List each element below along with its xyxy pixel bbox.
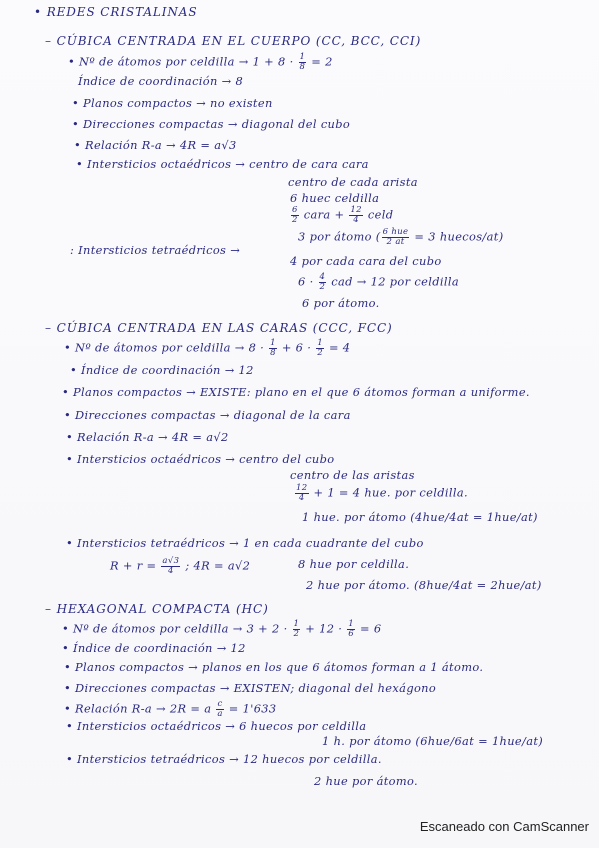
section-1-heading: – CÚBICA CENTRADA EN EL CUERPO (CC, BCC, CCI) [45, 34, 422, 48]
s2-tetra-count-line: 8 hue por celdilla. [298, 557, 410, 571]
s2-octa-line: centro de las aristas [290, 468, 415, 482]
s1-tetra-count-line: 6 · $\frac{4}{2}$ cad → 12 por celdilla [298, 272, 459, 292]
s1-octa-count-line: $\frac{6}{2}$ cara + $\frac{12}{4}$ celd [292, 205, 394, 225]
s3-atoms-line: • Nº de átomos por celdilla → 3 + 2 · $\frac{1}{2}$ + 12 · $\frac{1}{6}$ = 6 [62, 619, 382, 639]
s2-tetra-line: • Intersticios tetraédricos → 1 en cada cuadrante del cubo [66, 536, 424, 550]
s2-tetra-per-atom-line: 2 hue por átomo. (8hue/4at = 2hue/at) [306, 578, 542, 592]
s1-octa-per-atom-line: 3 por átomo ( $\frac{\text{6 hue}}{2 at}$ = 3 huecos/at) [298, 227, 504, 247]
s2-tetra-relation-line: R + r = $\frac{a√3}{4}$ ; 4R = a√2 [110, 556, 251, 576]
s1-coord-line: Índice de coordinación → 8 [78, 74, 244, 88]
scanner-watermark: Escaneado con CamScanner [419, 819, 589, 834]
s1-planes-line: • Planos compactos → no existen [72, 96, 273, 110]
s2-relation-line: • Relación R-a → 4R = a√2 [66, 430, 229, 444]
s3-tetra-per-atom-line: 2 hue por átomo. [314, 774, 419, 788]
s3-octa-per-atom-line: 1 h. por átomo (6hue/6at = 1hue/at) [322, 734, 544, 748]
s3-directions-line: • Direcciones compactas → EXISTEN; diagonal del hexágono [64, 681, 437, 695]
s1-relation-line: • Relación R-a → 4R = a√3 [74, 138, 237, 152]
s3-planes-line: • Planos compactos → planos en los que 6 átomos forman a 1 átomo. [64, 660, 484, 674]
s2-coord-line: • Índice de coordinación → 12 [70, 363, 254, 377]
s2-atoms-line: • Nº de átomos por celdilla → 8 · $\frac{1}{8}$ + 6 · $\frac{1}{2}$ = 4 [64, 338, 351, 358]
section-2-heading: – CÚBICA CENTRADA EN LAS CARAS (CCC, FCC) [45, 321, 393, 335]
notes-title: • REDES CRISTALINAS [34, 5, 198, 19]
s1-directions-line: • Direcciones compactas → diagonal del cubo [72, 117, 351, 131]
s2-octa-line: • Intersticios octaédricos → centro del cubo [66, 452, 335, 466]
s1-tetra-line: : Intersticios tetraédricos → [70, 243, 241, 257]
s3-coord-line: • Índice de coordinación → 12 [62, 641, 246, 655]
s2-octa-count-line: $\frac{12}{4}$ + 1 = 4 hue. por celdilla. [296, 483, 468, 503]
s3-tetra-line: • Intersticios tetraédricos → 12 huecos por celdilla. [66, 752, 382, 766]
s1-octa-line: • Intersticios octaédricos → centro de cara cara [76, 157, 369, 171]
s1-octa-line: 6 huec celdilla [290, 191, 380, 205]
s1-tetra-line: 4 por cada cara del cubo [290, 254, 442, 268]
s2-directions-line: • Direcciones compactas → diagonal de la cara [64, 408, 351, 422]
s1-atoms-line: • Nº de átomos por celdilla → 1 + 8 · $\frac{1}{8}$ = 2 [68, 52, 333, 72]
s2-octa-per-atom-line: 1 hue. por átomo (4hue/4at = 1hue/at) [302, 510, 538, 524]
section-3-heading: – HEXAGONAL COMPACTA (HC) [45, 602, 269, 616]
s1-tetra-per-atom-line: 6 por átomo. [302, 296, 380, 310]
s3-relation-line: • Relación R-a → 2R = a $\frac{c}{a}$ = 1'633 [64, 699, 277, 719]
s2-planes-line: • Planos compactos → EXISTE: plano en el que 6 átomos forman a uniforme. [62, 385, 530, 399]
s1-octa-line: centro de cada arista [288, 175, 418, 189]
s3-octa-line: • Intersticios octaédricos → 6 huecos por celdilla [66, 719, 367, 733]
